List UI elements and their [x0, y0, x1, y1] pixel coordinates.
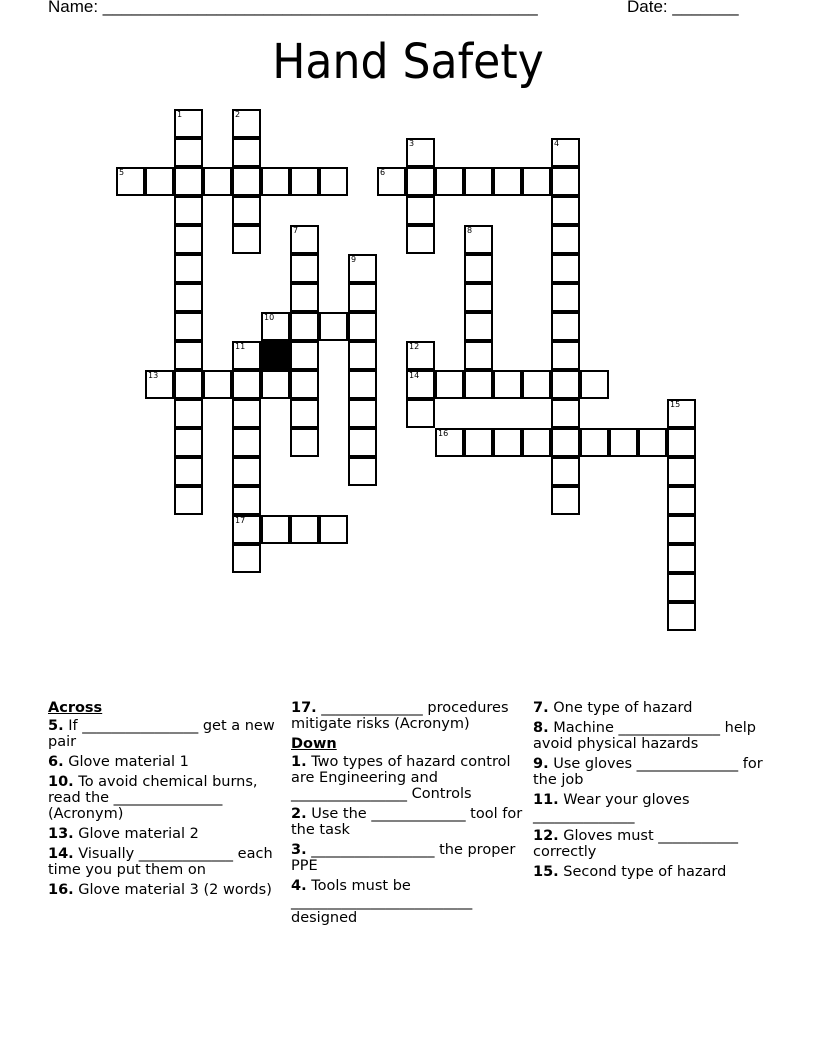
- black-cell: [261, 341, 290, 370]
- cell-number: 11: [235, 342, 246, 351]
- cell-number: 7: [293, 226, 299, 235]
- cell-number: 4: [554, 139, 560, 148]
- clue-text: Use the _____________ tool for the task: [291, 806, 523, 838]
- clue-number: 12.: [533, 828, 559, 844]
- cell-number: 6: [380, 168, 386, 177]
- grid-cell[interactable]: [232, 428, 261, 457]
- grid-cell[interactable]: [464, 254, 493, 283]
- grid-cell[interactable]: [551, 341, 580, 370]
- cell-number: 5: [119, 168, 125, 177]
- grid-cell[interactable]: [232, 457, 261, 486]
- grid-cell[interactable]: [232, 196, 261, 225]
- grid-cell[interactable]: [522, 428, 551, 457]
- grid-cell[interactable]: [551, 283, 580, 312]
- grid-cell[interactable]: [232, 544, 261, 573]
- grid-cell[interactable]: [406, 225, 435, 254]
- clues-column-3: [533, 700, 765, 884]
- grid-cell[interactable]: [232, 109, 261, 138]
- grid-cell[interactable]: [667, 457, 696, 486]
- grid-cell[interactable]: [174, 370, 203, 399]
- grid-cell[interactable]: [290, 254, 319, 283]
- grid-cell[interactable]: [551, 196, 580, 225]
- grid-cell[interactable]: [406, 167, 435, 196]
- clue-text: Visually _____________ each time you put them on: [48, 846, 273, 878]
- grid-cell[interactable]: [551, 399, 580, 428]
- clue-number: 1.: [291, 754, 307, 770]
- clue-text: _________________ the proper PPE: [291, 842, 516, 874]
- clue-number: 13.: [48, 826, 74, 842]
- clue-number: 15.: [533, 864, 559, 880]
- clue-down-9: [533, 756, 765, 788]
- grid-cell[interactable]: [174, 138, 203, 167]
- grid-cell[interactable]: [551, 312, 580, 341]
- grid-cell[interactable]: [319, 312, 348, 341]
- grid-cell[interactable]: [174, 196, 203, 225]
- grid-cell[interactable]: [174, 486, 203, 515]
- grid-cell[interactable]: [174, 312, 203, 341]
- grid-cell[interactable]: [348, 312, 377, 341]
- name-field[interactable]: Name: ______________________________________________: [48, 0, 538, 16]
- clue-down-11: [533, 792, 765, 824]
- clue-text: Wear your gloves ______________: [533, 792, 690, 824]
- clue-down-12: [533, 828, 765, 860]
- grid-cell[interactable]: [319, 167, 348, 196]
- clue-number: 6.: [48, 754, 64, 770]
- cell-number: 17: [235, 516, 246, 525]
- clue-across-16: [48, 882, 280, 898]
- grid-cell[interactable]: [464, 283, 493, 312]
- grid-cell[interactable]: [174, 167, 203, 196]
- clue-text: Two types of hazard control are Engineering and ________________ Controls: [291, 754, 511, 802]
- clue-number: 9.: [533, 756, 549, 772]
- clue-number: 7.: [533, 700, 549, 716]
- grid-cell[interactable]: [551, 138, 580, 167]
- clue-text: Gloves must ___________ correctly: [533, 828, 739, 860]
- grid-cell[interactable]: [638, 428, 667, 457]
- cell-number: 9: [351, 255, 357, 264]
- grid-cell[interactable]: [232, 370, 261, 399]
- grid-cell[interactable]: [290, 225, 319, 254]
- grid-cell[interactable]: [203, 370, 232, 399]
- clue-number: 2.: [291, 806, 307, 822]
- clue-number: 17.: [291, 700, 317, 716]
- grid-cell[interactable]: [667, 602, 696, 631]
- cell-number: 15: [670, 400, 681, 409]
- cell-number: 10: [264, 313, 275, 322]
- cell-number: 13: [148, 371, 159, 380]
- grid-cell[interactable]: [174, 399, 203, 428]
- clue-text: Machine ______________ help avoid physical hazards: [533, 720, 756, 752]
- grid-cell[interactable]: [348, 370, 377, 399]
- grid-cell[interactable]: [522, 370, 551, 399]
- grid-cell[interactable]: [551, 167, 580, 196]
- cell-number: 3: [409, 139, 415, 148]
- grid-cell[interactable]: [232, 167, 261, 196]
- grid-cell[interactable]: [493, 167, 522, 196]
- grid-cell[interactable]: [406, 341, 435, 370]
- clue-number: 16.: [48, 882, 74, 898]
- clue-down-15: [533, 864, 765, 880]
- grid-cell[interactable]: [493, 370, 522, 399]
- grid-cell[interactable]: [261, 312, 290, 341]
- grid-cell[interactable]: [174, 109, 203, 138]
- clue-text: Tools must be _________________________ designed: [291, 878, 473, 926]
- grid-cell[interactable]: [145, 370, 174, 399]
- grid-cell[interactable]: [667, 428, 696, 457]
- grid-cell[interactable]: [551, 254, 580, 283]
- grid-cell[interactable]: [551, 457, 580, 486]
- grid-cell[interactable]: [290, 312, 319, 341]
- grid-cell[interactable]: [464, 370, 493, 399]
- clues-column-1: [48, 700, 280, 902]
- cell-number: 1: [177, 110, 183, 119]
- clue-across-10: [48, 774, 280, 822]
- grid-cell[interactable]: [464, 428, 493, 457]
- grid-cell[interactable]: [348, 283, 377, 312]
- cell-number: 14: [409, 371, 420, 380]
- grid-cell[interactable]: [464, 341, 493, 370]
- grid-cell[interactable]: [435, 370, 464, 399]
- clue-text: Use gloves ______________ for the job: [533, 756, 763, 788]
- clue-across-14: [48, 846, 280, 878]
- grid-cell[interactable]: [290, 167, 319, 196]
- grid-cell[interactable]: [348, 254, 377, 283]
- clue-across-5: [48, 718, 280, 750]
- clue-text: Glove material 1: [63, 754, 189, 770]
- clue-number: 5.: [48, 718, 64, 734]
- clue-number: 14.: [48, 846, 74, 862]
- grid-cell[interactable]: [493, 428, 522, 457]
- grid-cell[interactable]: [551, 370, 580, 399]
- clue-down-2: [291, 806, 523, 838]
- grid-cell[interactable]: [406, 370, 435, 399]
- grid-cell[interactable]: [609, 428, 638, 457]
- date-field[interactable]: Date: _______: [627, 0, 739, 16]
- clue-text: ______________ procedures mitigate risks (Acronym): [291, 700, 509, 732]
- grid-cell[interactable]: [290, 399, 319, 428]
- grid-cell[interactable]: [232, 515, 261, 544]
- page-title: Hand Safety: [272, 34, 544, 90]
- clue-number: 4.: [291, 878, 307, 894]
- grid-cell[interactable]: [290, 341, 319, 370]
- grid-cell[interactable]: [551, 486, 580, 515]
- grid-cell[interactable]: [174, 428, 203, 457]
- grid-cell[interactable]: [667, 486, 696, 515]
- grid-cell[interactable]: [261, 167, 290, 196]
- grid-cell[interactable]: [232, 341, 261, 370]
- grid-cell[interactable]: [406, 138, 435, 167]
- clue-text: Glove material 3 (2 words): [73, 882, 272, 898]
- cell-number: 12: [409, 342, 420, 351]
- clue-text: Glove material 2: [73, 826, 199, 842]
- grid-cell[interactable]: [174, 225, 203, 254]
- grid-cell[interactable]: [174, 283, 203, 312]
- grid-cell[interactable]: [232, 399, 261, 428]
- cell-number: 8: [467, 226, 473, 235]
- grid-cell[interactable]: [261, 370, 290, 399]
- grid-cell[interactable]: [290, 515, 319, 544]
- cell-number: 16: [438, 429, 449, 438]
- grid-cell[interactable]: [464, 167, 493, 196]
- grid-cell[interactable]: [319, 515, 348, 544]
- clue-text: One type of hazard: [548, 700, 693, 716]
- grid-cell[interactable]: [406, 196, 435, 225]
- grid-cell[interactable]: [232, 225, 261, 254]
- clue-down-8: [533, 720, 765, 752]
- clue-text: Second type of hazard: [558, 864, 727, 880]
- clue-number: 8.: [533, 720, 549, 736]
- grid-cell[interactable]: [145, 167, 174, 196]
- clue-down-1: [291, 754, 523, 802]
- clue-number: 3.: [291, 842, 307, 858]
- grid-cell[interactable]: [667, 544, 696, 573]
- grid-cell[interactable]: [551, 225, 580, 254]
- grid-cell[interactable]: [174, 254, 203, 283]
- grid-cell[interactable]: [232, 486, 261, 515]
- grid-cell[interactable]: [406, 399, 435, 428]
- across-heading: Across: [48, 700, 103, 716]
- clue-down-7: [533, 700, 765, 716]
- grid-cell[interactable]: [290, 370, 319, 399]
- grid-cell[interactable]: [348, 457, 377, 486]
- grid-cell[interactable]: [116, 167, 145, 196]
- grid-cell[interactable]: [435, 428, 464, 457]
- grid-cell[interactable]: [261, 515, 290, 544]
- clue-across-17: [291, 700, 523, 732]
- grid-cell[interactable]: [580, 428, 609, 457]
- grid-cell[interactable]: [290, 428, 319, 457]
- grid-cell[interactable]: [174, 341, 203, 370]
- grid-cell[interactable]: [580, 370, 609, 399]
- clue-text: If ________________ get a new pair: [48, 718, 275, 750]
- grid-cell[interactable]: [348, 428, 377, 457]
- clue-across-13: [48, 826, 280, 842]
- grid-cell[interactable]: [522, 167, 551, 196]
- grid-cell[interactable]: [348, 341, 377, 370]
- clue-text: To avoid chemical burns, read the _______________ (Acronym): [48, 774, 258, 822]
- grid-cell[interactable]: [464, 312, 493, 341]
- grid-cell[interactable]: [377, 167, 406, 196]
- grid-cell[interactable]: [232, 138, 261, 167]
- grid-cell[interactable]: [551, 428, 580, 457]
- grid-cell[interactable]: [667, 399, 696, 428]
- down-heading: Down: [291, 736, 337, 752]
- grid-cell[interactable]: [667, 573, 696, 602]
- clue-down-3: [291, 842, 523, 874]
- clue-number: 11.: [533, 792, 559, 808]
- grid-cell[interactable]: [464, 225, 493, 254]
- clue-down-4: [291, 878, 523, 926]
- grid-cell[interactable]: [174, 457, 203, 486]
- clue-number: 10.: [48, 774, 74, 790]
- grid-cell[interactable]: [290, 283, 319, 312]
- grid-cell[interactable]: [203, 167, 232, 196]
- grid-cell[interactable]: [435, 167, 464, 196]
- clues-column-2: [291, 700, 523, 930]
- grid-cell[interactable]: [667, 515, 696, 544]
- grid-cell[interactable]: [348, 399, 377, 428]
- cell-number: 2: [235, 110, 241, 119]
- clue-across-6: [48, 754, 280, 770]
